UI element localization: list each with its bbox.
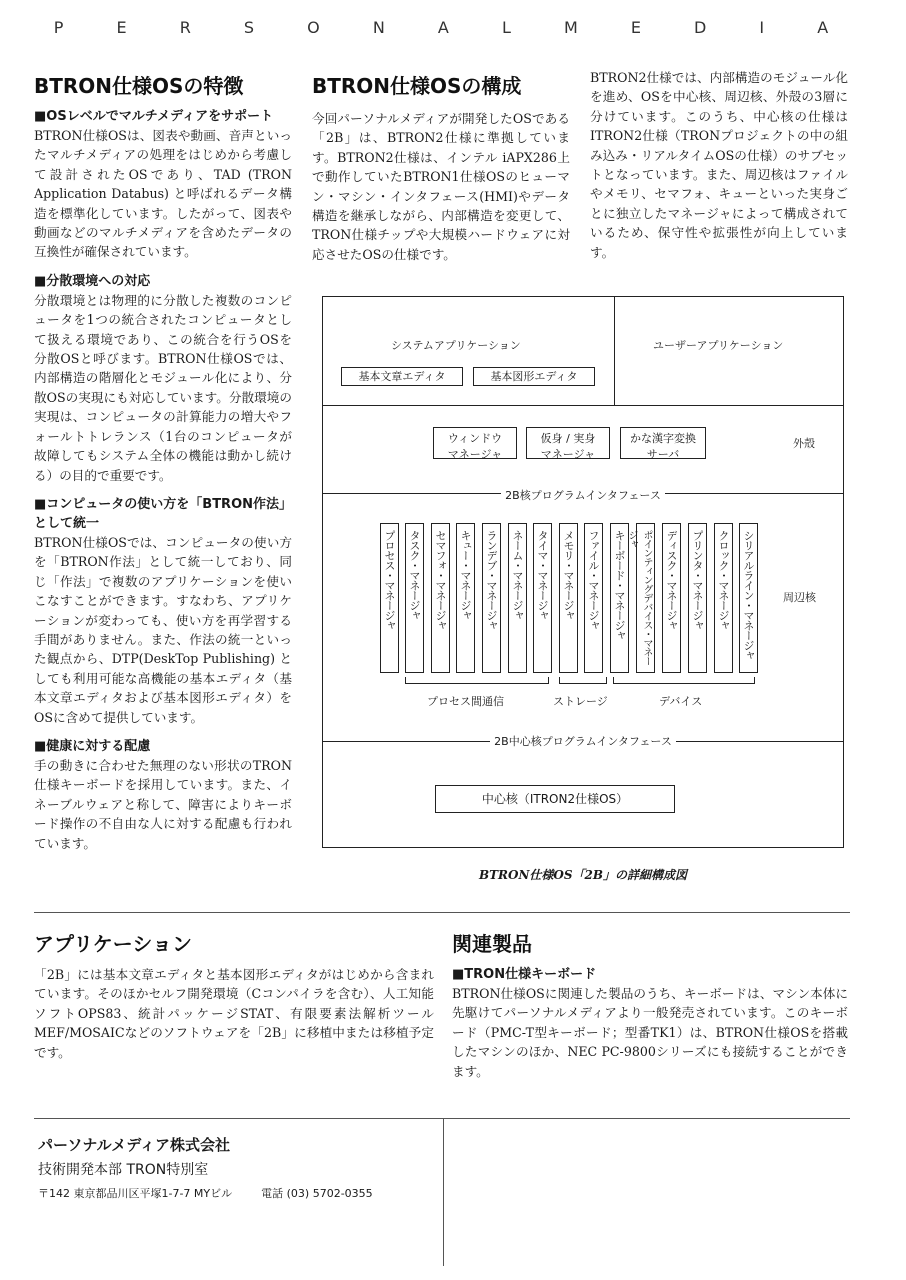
manager-box: プロセス・マネージャ [380,523,399,673]
structure-body-cont: BTRON2仕様では、内部構造のモジュール化を進め、OSを中心核、周辺核、外殻の3層に分けています。このうち、中心核の仕様はITRON2仕様（TRONプロジェクトの中の組み込み・リアルタイムOSの仕様）のサブセットとなっています。また、周辺核はファイルやメモリ、セマフォ、キューといった実身ごとに独立したマネージャによって構成されているため、保守性や拡張性が向上しています。 [590,70,848,260]
divider-line [323,405,843,406]
storage-label: ストレージ [553,695,608,708]
device-label: デバイス [659,695,703,708]
outer-shell-label: 外殻 [793,437,815,450]
manager-box: ディスク・マネージャ [662,523,681,673]
kamijitsu-manager-box [526,427,610,459]
kamijitsu-label-1: 仮身 / 実身 [540,432,596,445]
section-body: 分散環境とは物理的に分散した複数のコンピュータを1つの統合されたコンピュータとして扱える環境であり、この統合を行うOSを分散OSと呼びます。BTRON仕様OSでは、内部構造の階層化とモジュール化により、分散OSの実現にも対応しています。分散環境の実現は、コンピュータの計算能力の増大やフォールトトレランス（1台のコンピュータが故障してもシステム全体の機能は動かし続ける）の目的で重要です。 [34,292,292,483]
section-heading: ■コンピュータの使い方を「BTRON作法」として統一 [34,496,293,531]
footer-block [38,1134,373,1201]
features-title: BTRON仕様OSの特徴 [34,74,244,98]
structure-column-cont [590,68,848,262]
section-body: BTRON仕様OSでは、コンピュータの使い方を「BTRON作法」として統一しており、同じ「作法」で複数のアプリケーションを使いこなすことができます。すなわち、アプリケーションが変わっても、使い方を再学習する手間がありません。また、作法の統一といった観点から、DTP(DeskTop Publishing) としても利用可能な高機能の基本エディタ（基本文章エディタおよび基本図形エディタ）をOSに含めて提供しています。 [34,534,292,725]
manager-box: キュー・マネージャ [456,523,475,673]
kernel-interface-text: 2B核プログラムインタフェース [501,489,665,502]
ipc-brace [405,677,549,684]
window-manager-label-1: ウィンドウ [447,432,503,445]
peripheral-label: 周辺核 [783,591,816,604]
structure-column [312,70,570,264]
kana-label-2: サーバ [646,448,680,461]
manager-box: ファイル・マネージャ [584,523,603,673]
section-body: BTRON仕様OSは、図表や動画、音声といったマルチメディアの処理をはじめから考慮して設計されたOSであり、TAD (TRON Application Databus) と呼ばれるデータ構造を標準化しています。したがって、図表や動画などのマルチメディアを含めたデータの互換性が確保されています。 [34,128,292,260]
manager-box: メモリ・マネージャ [559,523,578,673]
manager-box: ランデブ・マネージャ [482,523,501,673]
department: 技術開発本部 TRON特別室 [38,1162,209,1178]
related-heading: ■TRON仕様キーボード [452,967,597,982]
diagram-caption: BTRON仕様OS「2B」の詳細構成図 [478,868,688,882]
user-app-label: ユーザーアプリケーション [653,339,784,352]
section-heading: ■OSレベルでマルチメディアをサポート [34,109,274,124]
company-name: パーソナルメディア株式会社 [38,1136,231,1154]
applications-section [34,928,434,1062]
device-brace [613,677,755,684]
features-column [34,70,292,853]
address-line [38,1185,373,1201]
window-manager-label-2: マネージャ [447,448,503,461]
address: 〒142 東京都品川区平塚1-7-7 MYビル [38,1187,233,1200]
applications-title: アプリケーション [34,932,192,956]
app-divider [614,297,615,405]
section-divider [34,912,850,913]
figure-editor-box: 基本図形エディタ [473,367,595,386]
manager-box: タスク・マネージャ [405,523,424,673]
manager-box: プリンタ・マネージャ [688,523,707,673]
manager-box: クロック・マネージャ [714,523,733,673]
footer-vertical-divider [443,1118,444,1266]
section-heading: ■分散環境への対応 [34,273,151,289]
manager-box: ポインティングデバイス・マネージャ [636,523,655,673]
related-section [452,928,848,1081]
manager-box: ネーム・マネージャ [508,523,527,673]
structure-title: BTRON仕様OSの構成 [312,74,522,98]
kana-server-box [620,427,706,459]
phone: 電話 (03) 5702-0355 [261,1187,373,1200]
system-app-label: システムアプリケーション [391,339,521,352]
applications-body: 「2B」には基本文章エディタと基本図形エディタがはじめから含まれています。そのほかセルフ開発環境（Cコンパイラを含む）、人工知能ソフトOPS83、統計パッケージSTAT、有限要素法解析ツールMEF/MOSAICなどのソフトウェアを「2B」に移植中または移植予定です。 [34,967,434,1060]
structure-body: 今回パーソナルメディアが開発したOSである「2B」は、BTRON2仕様に準拠しています。BTRON2仕様は、インテル iAPX286上で動作していたBTRON1仕様OSのヒューマン・マシン・インタフェース(HMI)やデータ構造を継承しながら、内部構造を変更して、TRON仕様チップや大規模ハードウェアに対応させたOSの仕様です。 [312,111,570,262]
manager-box: シリアルライン・マネージャ [739,523,758,673]
kana-label-1: かな漢字変換 [630,432,696,445]
center-interface-label [323,733,843,749]
architecture-diagram [322,296,844,848]
section-body: 手の動きに合わせた無理のない形状のTRON仕様キーボードを採用しています。また、イネーブルウェアと称して、障害によりキーボード操作の不自由な人に対する配慮も行われています。 [34,757,292,851]
storage-brace [559,677,607,684]
kernel-interface-label [323,487,843,503]
manager-box: キーボード・マネージャ [610,523,629,673]
related-body: BTRON仕様OSに関連した製品のうち、キーボードは、マシン本体に先駆けてパーソナルメディアより一般発売されています。このキーボード（PMC-T型キーボード；型番TK1）は、BTRON仕様OSを搭載したマシンのほか、NEC PC-9800シリーズにも接続することができます。 [452,986,848,1079]
window-manager-box [433,427,517,459]
center-kernel-box: 中心核（ITRON2仕様OS） [435,785,675,813]
brand-header: P E R S O N A L M E D I A [53,18,853,37]
center-interface-text: 2B中心核プログラムインタフェース [490,735,676,748]
kamijitsu-label-2: マネージャ [540,448,596,461]
manager-box: セマフォ・マネージャ [431,523,450,673]
footer-divider [34,1118,850,1119]
related-title: 関連製品 [452,932,532,956]
ipc-label: プロセス間通信 [427,695,504,708]
section-heading: ■健康に対する配慮 [34,738,151,754]
manager-box: タイマ・マネージャ [533,523,552,673]
text-editor-box: 基本文章エディタ [341,367,463,386]
